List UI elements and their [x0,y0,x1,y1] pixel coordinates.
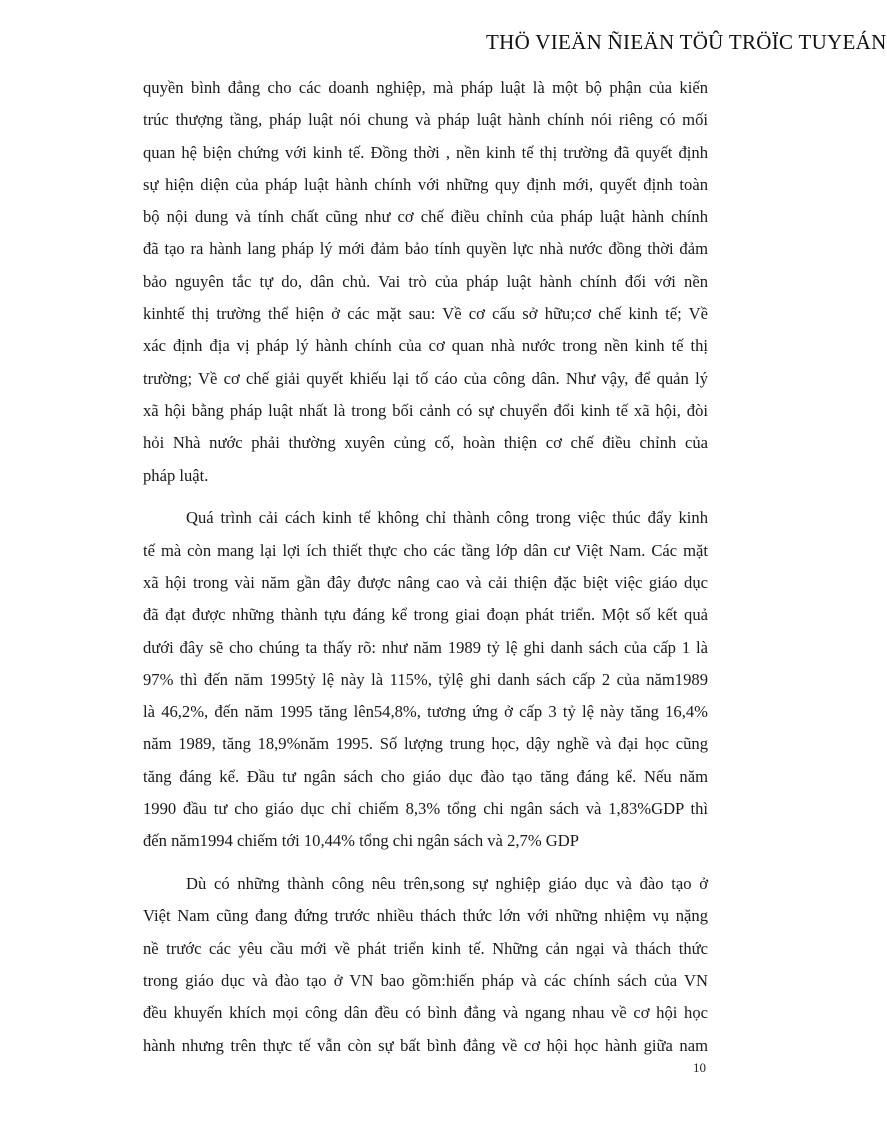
text-line: trong giáo dục và đào tạo ở VN bao gồm:hiến pháp và các chính sách của VN [143,971,708,991]
paragraph-2 [143,502,708,857]
text-line: bảo nguyên tắc tự do, dân chủ. Vai trò của pháp luật hành chính đối với nền [143,271,708,291]
text-line: xác định địa vị pháp lý hành chính của cơ quan nhà nước trong nền kinh tế thị [143,336,708,356]
text-line: bộ nội dung và tính chất cũng như cơ chế điều chỉnh của pháp luật hành chính [143,207,708,227]
text-line: Dù có những thành công nêu trên,song sự nghiệp giáo dục và đào tạo ở [186,874,708,894]
text-line: năm 1989, tăng 18,9%năm 1995. Số lượng trung học, dậy nghề và đại học cũng [143,734,708,754]
text-line: 97% thì đến năm 1995tỷ lệ này là 115%, tỷlệ ghi danh sách cấp 2 của năm1989 [143,669,708,689]
paragraph-1 [143,72,708,492]
text-line: xã hội trong vài năm gần đây được nâng cao và cải thiện đặc biệt việc giáo dục [143,572,708,592]
document-body [143,72,708,1072]
text-line: nề trước các yêu cầu mới về phát triển kinh tế. Những cản ngại và thách thức [143,938,708,958]
text-line: quyền bình đẳng cho các doanh nghiệp, mà pháp luật là một bộ phận của kiến [143,78,708,97]
text-line: đã đạt được những thành tựu đáng kể trong giai đoạn phát triển. Một số kết quả [143,605,708,625]
text-line: 1990 đầu tư cho giáo dục chỉ chiếm 8,3% tổng chi ngân sách và 1,83%GDP thì [143,799,708,819]
text-line: pháp luật. [143,465,209,485]
page-header: THÖ VIEÄN ÑIEÄN TÖÛ TRÖÏC TUYEÁN [486,30,887,54]
text-line: dưới đây sẽ cho chúng ta thấy rõ: như năm 1989 tỷ lệ ghi danh sách của cấp 1 là [143,637,708,657]
text-line: tăng đáng kể. Đầu tư ngân sách cho giáo dục đào tạo tăng đáng kể. Nếu năm [143,766,708,786]
text-line: Quá trình cải cách kinh tế không chỉ thành công trong việc thúc đẩy kinh [186,508,708,528]
text-line: trường; Về cơ chế giải quyết khiếu lại tố cáo của công dân. Như vậy, để quản lý [143,368,708,388]
text-line: đã tạo ra hành lang pháp lý mới đảm bảo tính quyền lực nhà nước đồng thời đảm [143,239,708,259]
text-line: đến năm1994 chiếm tới 10,44% tổng chi ngân sách và 2,7% GDP [143,831,579,851]
text-line: sự hiện diện của pháp luật hành chính với những quy định mới, quyết định toàn [143,174,708,194]
text-line: tế mà còn mang lại lợi ích thiết thực cho các tầng lớp dân cư Việt Nam. Các mặt [143,540,708,560]
paragraph-3 [143,868,708,1062]
text-line: là 46,2%, đến năm 1995 tăng lên54,8%, tương ứng ở cấp 3 tỷ lệ này tăng 16,4% [143,702,708,722]
text-line: Việt Nam cũng đang đứng trước nhiều thách thức lớn với những nhiệm vụ nặng [143,906,708,926]
text-line: trúc thượng tầng, pháp luật nói chung và pháp luật hành chính nói riêng có mối [143,110,708,130]
page-number: 10 [693,1060,706,1075]
text-line: hành nhưng trên thực tế vẫn còn sự bất bình đẳng về cơ hội học hành giữa nam [143,1035,708,1055]
text-line: quan hệ biện chứng với kinh tế. Đồng thời , nền kinh tế thị trường đã quyết định [143,142,708,162]
text-line: kinhtế thị trường thể hiện ở các mặt sau: Về cơ cấu sở hữu;cơ chế kinh tế; Về [143,304,708,324]
text-line: hỏi Nhà nước phải thường xuyên củng cố, hoàn thiện cơ chế điều chỉnh của [143,433,708,453]
text-line: xã hội bằng pháp luật nhất là trong bối cảnh có sự chuyển đổi kinh tế xã hội, đòi [143,400,708,420]
text-line: đều khuyến khích mọi công dân đều có bình đẳng và ngang nhau về cơ hội học [143,1003,708,1023]
